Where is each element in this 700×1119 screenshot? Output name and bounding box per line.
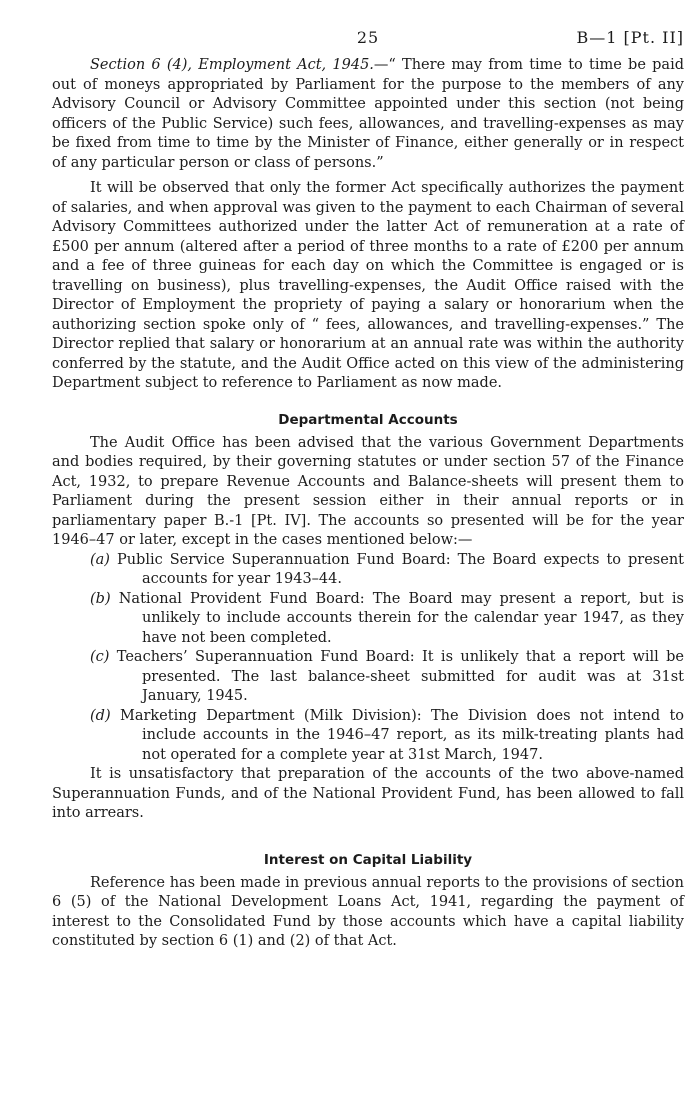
list-item [52,590,684,649]
item-letter: (a) [90,551,110,568]
item-letter: (b) [90,590,111,607]
document-page [52,28,684,952]
item-letter: (d) [90,707,111,724]
observation-paragraph: It will be observed that only the former Act specifically authorizes the payment of salaries, and when approval was given to the payment to each Chairman of several Advisory Committees authorized under the latter Act of remuneration at a rate of £500 per annum (altered after a period of three months to a rate of £200 per annum and a fee of three guineas for each day on which the Committee is engaged or is travelling on business), plus travelling-expenses, the Audit Office raised with the Director of Employment the propriety of paying a salary or honorarium when the authorizing section spoke only of “ fees, allowances, and travelling-expenses.” The Director replied that salary or honorarium at an annual rate was within the authority conferred by the statute, and the Audit Office acted on this view of the administering Department subject to reference to Parliament as now made. [52,180,684,391]
list-item [52,707,684,766]
departmental-accounts-heading: Departmental Accounts [278,411,458,428]
item-letter: (c) [90,649,110,665]
departmental-accounts-intro: The Audit Office has been advised that the various Government Departments and bodies required, by their governing statutes or under section 57 of the Finance Act, 1932, to prepare Revenue Accounts and Balance-sheets will present them to Parliament during the present session either in their annual reports or in parliamentary paper B.-1 [Pt. IV]. The accounts so presented will be for the year 1946–47 or later, except in the cases mentioned below:— [52,434,684,548]
arrears-paragraph: It is unsatisfactory that preparation of the accounts of the two above-named Superannuation Funds, and of the National Provident Fund, has been allowed to fall into arrears. [52,766,684,821]
act-citation: Section 6 (4), Employment Act, 1945. [90,57,374,73]
paper-reference: B—1 [Pt. II] [576,28,684,47]
employment-act-quote [52,56,684,173]
page-header [52,28,684,56]
interest-heading: Interest on Capital Liability [263,851,473,868]
interest-paragraph: Reference has been made in previous annual reports to the provisions of section 6 (5) of the National Development Loans Act, 1941, regarding the payment of interest to the Consolidated Fund by those accounts which have a capital liability constituted by section 6 (1) and (2) of that Act. [52,874,684,949]
list-item [52,551,684,590]
quote-text: —“ There may from time to time be paid out of moneys appropriated by Parliament for the purpose to the members of any Advisory Council or Advisory Committee appointed under this section (not being officers of the Public Service) such fees, allowances, and travelling-expenses as may be fixed from time to time by the Minister of Finance, either generally or in respect of any particular person or class of persons.” [52,57,684,171]
page-number: 25 [356,28,380,47]
item-text: Teachers’ Superannuation Fund Board: It is unlikely that a report will be presented. The last balance-sheet submitted for audit was at 31st January, 1945. [116,649,684,704]
item-text: Public Service Superannuation Fund Board: The Board expects to present accounts for year 1943–44. [116,551,684,587]
exceptions-list [52,551,684,766]
item-text: National Provident Fund Board: The Board may present a report, but is unlikely to include accounts therein for the calendar year 1947, as they have not been completed. [118,590,684,646]
item-text: Marketing Department (Milk Division): The Division does not intend to include accounts in the 1946–47 report, as its milk-treating plants had not operated for a complete year at 31st March, 1947. [119,707,685,763]
list-item [52,648,684,707]
